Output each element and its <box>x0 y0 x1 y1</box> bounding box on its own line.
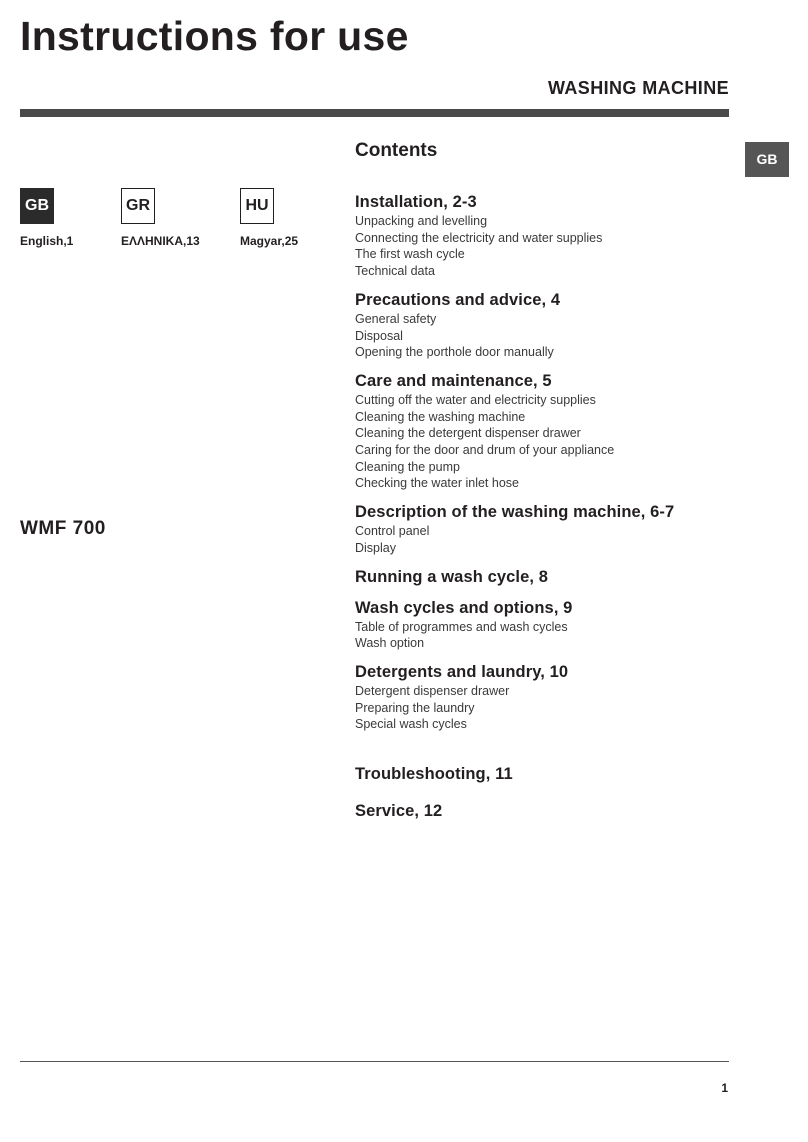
toc-section-care <box>355 370 735 492</box>
toc-item[interactable]: Table of programmes and wash cycles <box>355 619 568 634</box>
toc-section-running <box>355 566 735 588</box>
toc-item[interactable]: Connecting the electricity and water supplies <box>355 230 603 245</box>
language-label: ΕΛΛΗΝΙΚΑ,13 <box>121 234 200 248</box>
toc-section-precautions <box>355 289 735 361</box>
toc-section-description <box>355 501 735 556</box>
toc-item[interactable]: Wash option <box>355 636 425 651</box>
toc-section-detergents <box>355 661 735 733</box>
toc-section-troubleshooting <box>355 763 735 785</box>
toc-item[interactable]: Cutting off the water and electricity supplies <box>355 392 596 407</box>
toc-item[interactable]: Cleaning the washing machine <box>355 409 526 424</box>
toc-section-installation <box>355 191 735 280</box>
toc-item[interactable]: Opening the porthole door manually <box>355 345 554 360</box>
language-entry-hu[interactable] <box>240 188 298 248</box>
toc-section-title[interactable]: Running a wash cycle, 8 <box>355 567 549 586</box>
toc-section-title[interactable]: Service, 12 <box>355 802 443 821</box>
table-of-contents <box>355 191 735 831</box>
toc-item[interactable]: The first wash cycle <box>355 247 465 262</box>
toc-section-title[interactable]: Troubleshooting, 11 <box>355 765 513 784</box>
toc-item[interactable]: Preparing the laundry <box>355 700 475 715</box>
toc-item[interactable]: Cleaning the detergent dispenser drawer <box>355 426 581 441</box>
language-entry-gr[interactable] <box>121 188 200 248</box>
language-label: Magyar,25 <box>240 234 299 248</box>
page-number: 1 <box>721 1081 728 1095</box>
language-code-box: GR <box>121 188 155 224</box>
language-entry-gb[interactable] <box>20 188 73 248</box>
model-name: WMF 700 <box>20 518 106 539</box>
document-title: Instructions for use <box>20 13 409 59</box>
toc-section-title[interactable]: Wash cycles and options, 9 <box>355 598 573 617</box>
toc-section-service <box>355 800 735 822</box>
toc-section-wash-cycles <box>355 597 735 652</box>
toc-item[interactable]: Caring for the door and drum of your appliance <box>355 443 615 458</box>
toc-item[interactable]: Technical data <box>355 264 435 279</box>
language-label: English,1 <box>20 234 74 248</box>
language-code-box: HU <box>240 188 274 224</box>
toc-item[interactable]: Display <box>355 540 396 555</box>
language-code-box: GB <box>20 188 54 224</box>
toc-item[interactable]: Control panel <box>355 524 430 539</box>
toc-item[interactable]: Special wash cycles <box>355 717 467 732</box>
toc-item[interactable]: General safety <box>355 311 437 326</box>
header-divider <box>20 109 729 117</box>
toc-section-title[interactable]: Detergents and laundry, 10 <box>355 662 569 681</box>
toc-section-title[interactable]: Installation, 2-3 <box>355 193 477 211</box>
toc-section-title[interactable]: Precautions and advice, 4 <box>355 290 561 309</box>
toc-section-title[interactable]: Care and maintenance, 5 <box>355 371 552 390</box>
contents-heading: Contents <box>355 140 438 161</box>
footer-divider <box>20 1061 729 1062</box>
document-subtitle: WASHING MACHINE <box>548 78 729 98</box>
language-side-tab: GB <box>745 142 789 177</box>
toc-item[interactable]: Disposal <box>355 328 403 343</box>
toc-item[interactable]: Detergent dispenser drawer <box>355 683 510 698</box>
toc-section-title[interactable]: Description of the washing machine, 6-7 <box>355 503 675 522</box>
toc-item[interactable]: Checking the water inlet hose <box>355 476 519 491</box>
toc-item[interactable]: Unpacking and levelling <box>355 214 488 228</box>
toc-item[interactable]: Cleaning the pump <box>355 459 460 474</box>
